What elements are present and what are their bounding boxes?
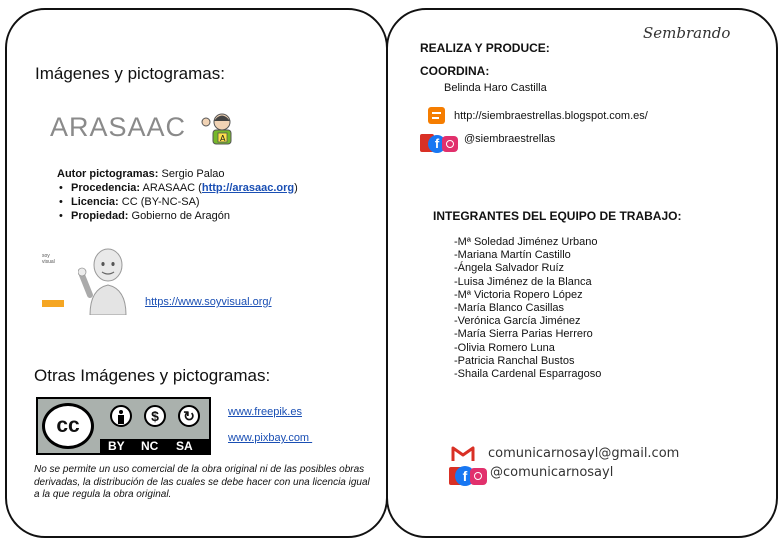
owner-label: Propiedad:: [71, 210, 129, 222]
team-member: -Verónica García Jiménez: [454, 315, 581, 328]
source-item: [57, 181, 357, 195]
blog-url[interactable]: http://siembraestrellas.blogspot.com.es/: [454, 110, 648, 122]
team-member: -Ángela Salvador Ruíz: [454, 262, 565, 275]
team-member: -María Sierra Parias Herrero: [454, 328, 593, 341]
cc-icon: [42, 403, 94, 449]
arasaac-link[interactable]: http://arasaac.org: [201, 182, 295, 194]
team-member: -Luisa Jiménez de la Blanca: [454, 275, 592, 288]
coordinator-name: Belinda Haro Castilla: [444, 82, 547, 94]
sembrando-logo: Sembrando: [643, 24, 731, 42]
team-member: -María Blanco Casillas: [454, 302, 565, 315]
produce-label: REALIZA Y PRODUCE:: [420, 41, 550, 55]
team-member: -Shaila Cardenal Esparragoso: [454, 368, 602, 381]
social-icons-1: [420, 134, 460, 154]
instagram-icon: [442, 136, 458, 152]
social-contact[interactable]: @comunicarnosayl: [490, 465, 614, 480]
facebook-icon: f: [428, 135, 446, 153]
license-disclaimer: No se permite un uso comercial de la obra original ni de las posibles obras derivadas, la distribución de las cuales se debe hacer con una licencia igual a la que regula la obra original.: [34, 464, 370, 500]
social-handle[interactable]: @siembraestrellas: [464, 133, 556, 145]
cc-text: cc: [56, 414, 80, 437]
social-icons-2: [449, 466, 489, 488]
author-label: Autor pictogramas:: [57, 168, 159, 180]
cc-nc-label: NC: [141, 439, 159, 453]
instagram-icon-2: [470, 468, 487, 485]
license-label: Licencia:: [71, 196, 119, 208]
arasaac-logo: [50, 112, 186, 143]
email-address[interactable]: comunicarnosayl@gmail.com: [488, 446, 680, 461]
arasaac-logo-text: ARASAAC: [50, 112, 187, 142]
soyvisual-image: [40, 245, 140, 315]
author-value: Sergio Palao: [158, 168, 225, 180]
team-members-list: [454, 236, 754, 381]
cc-by-label: BY: [108, 439, 125, 453]
owner-value: Gobierno de Aragón: [128, 210, 230, 222]
coordina-label: COORDINA:: [420, 64, 490, 78]
pixbay-link[interactable]: www.pixbay.com: [228, 432, 313, 444]
cc-sa-label: SA: [176, 439, 193, 453]
owner-item: [57, 209, 357, 223]
team-member: -Olivia Romero Luna: [454, 341, 555, 354]
svg-text:A: A: [220, 134, 226, 143]
soyvisual-link[interactable]: https://www.soyvisual.org/: [145, 296, 272, 308]
blogger-icon: [428, 107, 445, 124]
soyvisual-tag: soy visual: [42, 253, 55, 265]
team-member: -Patricia Ranchal Bustos: [454, 354, 575, 367]
team-member: -Mariana Martín Castillo: [454, 249, 571, 262]
credits-block: [57, 167, 357, 223]
team-member: -Mª Soledad Jiménez Urbano: [454, 236, 598, 248]
team-member: -Mª Victoria Ropero López: [454, 288, 583, 301]
license-item: [57, 195, 357, 209]
person-waving-icon: [78, 245, 138, 315]
sa-share-icon: ↻: [178, 405, 200, 427]
source-end: ): [294, 182, 298, 194]
gmail-icon: [451, 445, 475, 463]
team-title: INTEGRANTES DEL EQUIPO DE TRABAJO:: [433, 209, 682, 223]
soyvisual-bar: [42, 300, 64, 307]
other-images-title: Otras Imágenes y pictogramas:: [34, 366, 271, 385]
freepik-link[interactable]: www.freepik.es: [228, 406, 302, 418]
source-value: ARASAAC (: [140, 182, 202, 194]
by-person-icon: [110, 405, 132, 427]
facebook-icon-2: f: [455, 466, 475, 486]
cc-license-badge: [36, 397, 211, 455]
nc-dollar-icon: $: [144, 405, 166, 427]
source-label: Procedencia:: [71, 182, 141, 194]
arasaac-character-icon: [200, 110, 244, 146]
license-value: CC (BY-NC-SA): [118, 196, 200, 208]
left-title: Imágenes y pictogramas:: [35, 64, 225, 83]
